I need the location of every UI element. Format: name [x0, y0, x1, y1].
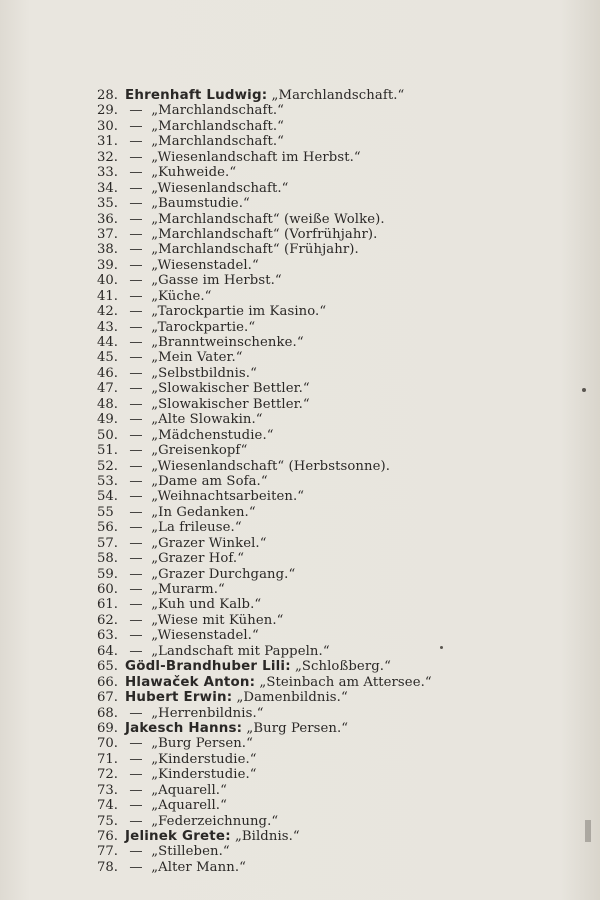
- ditto-dash: —: [129, 412, 143, 428]
- entry-number: 66.: [97, 674, 118, 690]
- ditto-dash: —: [129, 273, 143, 289]
- entry-number: 56.: [97, 520, 118, 536]
- artwork-title: „Slowakischer Bettler.“: [151, 381, 310, 397]
- ditto-dash: —: [129, 628, 143, 644]
- ditto-dash: —: [129, 257, 143, 273]
- catalog-entry: [97, 459, 597, 474]
- artwork-title: „Wiesenlandschaft“ (Herbstsonne).: [151, 458, 391, 474]
- catalog-entry: [97, 752, 597, 767]
- ditto-dash: —: [129, 736, 143, 752]
- entry-number: 49.: [97, 412, 118, 428]
- artwork-title: „Marchlandschaft“ (Frühjahr).: [151, 242, 359, 258]
- artwork-title: „Marchlandschaft.“: [151, 103, 285, 119]
- artist-colon: :: [249, 674, 256, 690]
- artwork-title: „Aquarell.“: [151, 798, 227, 814]
- entry-number: 60.: [97, 582, 118, 597]
- catalog-entry: [97, 597, 597, 612]
- artwork-title: „Tarockpartie im Kasino.“: [151, 304, 327, 320]
- catalog-entry: [97, 690, 597, 705]
- artwork-title: „Landschaft mit Pappeln.“: [151, 643, 330, 659]
- catalog-entry: [97, 582, 597, 597]
- catalog-entry: [97, 520, 597, 535]
- entry-number: 63.: [97, 628, 118, 644]
- artwork-title: „Marchlandschaft“ (weiße Wolke).: [151, 211, 385, 227]
- entry-number: 29.: [97, 103, 118, 119]
- ditto-dash: —: [129, 288, 143, 304]
- artwork-title: „Damenbildnis.“: [236, 690, 348, 706]
- catalog-entry: [97, 628, 597, 643]
- entry-number: 34.: [97, 180, 118, 196]
- artwork-title: „Bildnis.“: [234, 829, 300, 844]
- artwork-title: „Grazer Winkel.“: [151, 535, 267, 551]
- entry-number: 50.: [97, 427, 118, 443]
- artwork-title: „Grazer Hof.“: [151, 551, 245, 567]
- ditto-dash: —: [129, 396, 143, 412]
- catalog-entry: [97, 412, 597, 427]
- entry-number: 53.: [97, 473, 118, 489]
- ditto-dash: —: [129, 597, 143, 613]
- entry-number: 72.: [97, 767, 118, 783]
- catalog-entry: [97, 443, 597, 458]
- ditto-dash: —: [129, 427, 143, 443]
- artist-name: Gödl-Brandhuber Lili: [125, 659, 286, 675]
- catalog-entry: [97, 181, 597, 196]
- catalog-entry: [97, 860, 597, 875]
- ditto-dash: —: [129, 196, 143, 212]
- artwork-title: „Wiesenstadel.“: [151, 628, 259, 644]
- entry-number: 61.: [97, 597, 118, 613]
- catalog-entry: [97, 706, 597, 721]
- catalog-entry: [97, 798, 597, 813]
- artwork-title: „Aquarell.“: [151, 782, 227, 798]
- entry-number: 71.: [97, 751, 118, 767]
- catalog-entry: [97, 536, 597, 551]
- artwork-title: „La frileuse.“: [151, 520, 242, 536]
- artwork-title: „Marchlandschaft.“: [151, 134, 285, 150]
- entry-number: 73.: [97, 782, 118, 798]
- catalog-entry: [97, 350, 597, 365]
- ditto-dash: —: [129, 473, 143, 489]
- catalog-entry: [97, 567, 597, 582]
- ditto-dash: —: [129, 612, 143, 628]
- entry-number: 55: [97, 504, 114, 520]
- ditto-dash: —: [129, 149, 143, 165]
- entry-number: 32.: [97, 149, 118, 165]
- artwork-title: „Wiesenlandschaft im Herbst.“: [151, 149, 361, 165]
- catalog-entry: [97, 150, 597, 165]
- ditto-dash: —: [129, 751, 143, 767]
- artwork-title: „Stilleben.“: [151, 844, 230, 860]
- catalog-entry: [97, 783, 597, 798]
- artwork-title: „Gasse im Herbst.“: [151, 273, 282, 289]
- entry-number: 47.: [97, 381, 118, 397]
- artist-colon: :: [236, 720, 243, 736]
- ditto-dash: —: [129, 643, 143, 659]
- catalog-entry: [97, 227, 597, 242]
- entry-number: 45.: [97, 350, 118, 366]
- entry-number: 40.: [97, 273, 118, 289]
- artwork-title: „Selbstbildnis.“: [151, 365, 257, 381]
- artwork-title: „Marchlandschaft.“: [151, 118, 285, 134]
- entry-number: 41.: [97, 288, 118, 304]
- artwork-title: „Murarm.“: [151, 582, 225, 597]
- artwork-title: „Branntweinschenke.“: [151, 335, 304, 350]
- entry-number: 51.: [97, 443, 118, 459]
- ditto-dash: —: [129, 782, 143, 798]
- entry-number: 42.: [97, 304, 118, 320]
- artwork-title: „Marchlandschaft.“: [271, 88, 405, 103]
- artwork-title: „Herrenbildnis.“: [151, 705, 264, 721]
- entry-number: 62.: [97, 612, 118, 628]
- entry-number: 36.: [97, 211, 118, 227]
- ditto-dash: —: [129, 551, 143, 567]
- entry-number: 30.: [97, 118, 118, 134]
- artist-name: Jakesch Hanns: [125, 720, 237, 736]
- artwork-title: „Tarockpartie.“: [151, 319, 256, 335]
- catalog-entry: [97, 366, 597, 381]
- ditto-dash: —: [129, 566, 143, 582]
- artwork-title: „Mädchenstudie.“: [151, 427, 274, 443]
- artwork-title: „Kuh und Kalb.“: [151, 597, 262, 613]
- entry-number: 28.: [97, 88, 118, 103]
- catalog-entry: [97, 335, 597, 350]
- catalog-entry: [97, 134, 597, 149]
- catalog-entry: [97, 551, 597, 566]
- ditto-dash: —: [129, 335, 143, 350]
- ditto-dash: —: [129, 535, 143, 551]
- artwork-title: „Wiesenstadel.“: [151, 257, 259, 273]
- catalog-entry: [97, 289, 597, 304]
- catalog-entry: [97, 103, 597, 118]
- ditto-dash: —: [129, 443, 143, 459]
- catalog-entry: [97, 119, 597, 134]
- catalog-entry: [97, 258, 597, 273]
- ditto-dash: —: [129, 103, 143, 119]
- entry-number: 39.: [97, 257, 118, 273]
- catalog-entry: [97, 212, 597, 227]
- entry-number: 67.: [97, 690, 118, 706]
- catalog-entry: [97, 428, 597, 443]
- catalog-entry: [97, 814, 597, 829]
- catalog-entry: [97, 613, 597, 628]
- catalog-entry: [97, 644, 597, 659]
- ditto-dash: —: [129, 844, 143, 860]
- catalog-list: [97, 88, 597, 875]
- entry-number: 48.: [97, 396, 118, 412]
- catalog-entry: [97, 88, 597, 103]
- artwork-title: „Grazer Durchgang.“: [151, 566, 296, 582]
- ditto-dash: —: [129, 211, 143, 227]
- artwork-title: „Mein Vater.“: [151, 350, 243, 366]
- artwork-title: „Greisenkopf“: [151, 443, 248, 459]
- catalog-entry: [97, 397, 597, 412]
- entry-number: 70.: [97, 736, 118, 752]
- ditto-dash: —: [129, 705, 143, 721]
- entry-number: 78.: [97, 859, 118, 875]
- entry-number: 77.: [97, 844, 118, 860]
- artwork-title: „Schloßberg.“: [294, 659, 391, 675]
- ditto-dash: —: [129, 226, 143, 242]
- artwork-title: „Steinbach am Attersee.“: [259, 674, 432, 690]
- ditto-dash: —: [129, 767, 143, 783]
- ditto-dash: —: [129, 242, 143, 258]
- catalog-entry: [97, 196, 597, 211]
- entry-number: 52.: [97, 458, 118, 474]
- artwork-title: „Dame am Sofa.“: [151, 473, 268, 489]
- catalog-entry: [97, 721, 597, 736]
- artwork-title: „In Gedanken.“: [151, 504, 256, 520]
- artist-name: Hubert Erwin: [125, 690, 227, 706]
- ditto-dash: —: [129, 118, 143, 134]
- artwork-title: „Küche.“: [151, 288, 212, 304]
- entry-number: 74.: [97, 798, 118, 814]
- artwork-title: „Wiese mit Kühen.“: [151, 612, 284, 628]
- artwork-title: „Burg Persen.“: [246, 720, 349, 736]
- catalog-entry: [97, 659, 597, 674]
- artist-colon: :: [225, 829, 231, 844]
- ditto-dash: —: [129, 165, 143, 181]
- catalog-entry: [97, 829, 597, 844]
- catalog-entry: [97, 165, 597, 180]
- entry-number: 33.: [97, 165, 118, 181]
- artist-colon: :: [261, 88, 268, 103]
- artist-name: Ehrenhaft Ludwig: [125, 88, 262, 103]
- ditto-dash: —: [129, 458, 143, 474]
- entry-number: 57.: [97, 535, 118, 551]
- entry-number: 58.: [97, 551, 118, 567]
- artwork-title: „Marchlandschaft“ (Vorfrühjahr).: [151, 226, 378, 242]
- catalog-entry: [97, 273, 597, 288]
- ditto-dash: —: [129, 813, 143, 829]
- catalog-entry: [97, 505, 597, 520]
- artist-colon: :: [285, 659, 291, 675]
- catalog-entry: [97, 381, 597, 396]
- entry-number: 69.: [97, 720, 118, 736]
- catalog-entry: [97, 474, 597, 489]
- entry-number: 38.: [97, 242, 118, 258]
- artwork-title: „Weihnachtsarbeiten.“: [151, 489, 305, 505]
- entry-number: 44.: [97, 335, 118, 350]
- artwork-title: „Burg Persen.“: [151, 736, 253, 752]
- entry-number: 59.: [97, 566, 118, 582]
- entry-number: 31.: [97, 134, 118, 150]
- artwork-title: „Alter Mann.“: [151, 859, 246, 875]
- ditto-dash: —: [129, 304, 143, 320]
- entry-number: 35.: [97, 196, 118, 212]
- artwork-title: „Wiesenlandschaft.“: [151, 180, 289, 196]
- catalog-entry: [97, 489, 597, 504]
- ditto-dash: —: [129, 582, 143, 597]
- ditto-dash: —: [129, 520, 143, 536]
- ditto-dash: —: [129, 798, 143, 814]
- entry-number: 75.: [97, 813, 118, 829]
- ditto-dash: —: [129, 859, 143, 875]
- ditto-dash: —: [129, 489, 143, 505]
- artwork-title: „Alte Slowakin.“: [151, 412, 263, 428]
- entry-number: 64.: [97, 643, 118, 659]
- entry-number: 68.: [97, 705, 118, 721]
- entry-number: 43.: [97, 319, 118, 335]
- artist-colon: :: [226, 690, 233, 706]
- catalog-entry: [97, 675, 597, 690]
- artist-name: Jelinek Grete: [125, 829, 226, 844]
- ditto-dash: —: [129, 180, 143, 196]
- entry-number: 54.: [97, 489, 118, 505]
- catalog-entry: [97, 304, 597, 319]
- catalog-entry: [97, 320, 597, 335]
- entry-number: 76.: [97, 829, 118, 844]
- artwork-title: „Baumstudie.“: [151, 196, 250, 212]
- entry-number: 37.: [97, 226, 118, 242]
- catalog-entry: [97, 767, 597, 782]
- artwork-title: „Federzeichnung.“: [151, 813, 279, 829]
- catalog-entry: [97, 736, 597, 751]
- artwork-title: „Kuhweide.“: [151, 165, 237, 181]
- ditto-dash: —: [129, 134, 143, 150]
- catalog-entry: [97, 242, 597, 257]
- ditto-dash: —: [129, 365, 143, 381]
- catalog-entry: [97, 844, 597, 859]
- artwork-title: „Kinderstudie.“: [151, 751, 257, 767]
- entry-number: 65.: [97, 659, 118, 675]
- ditto-dash: —: [129, 504, 143, 520]
- entry-number: 46.: [97, 365, 118, 381]
- ditto-dash: —: [129, 381, 143, 397]
- artwork-title: „Slowakischer Bettler.“: [151, 396, 310, 412]
- ditto-dash: —: [129, 350, 143, 366]
- artwork-title: „Kinderstudie.“: [151, 767, 257, 783]
- ditto-dash: —: [129, 319, 143, 335]
- artist-name: Hlawaček Anton: [125, 674, 250, 690]
